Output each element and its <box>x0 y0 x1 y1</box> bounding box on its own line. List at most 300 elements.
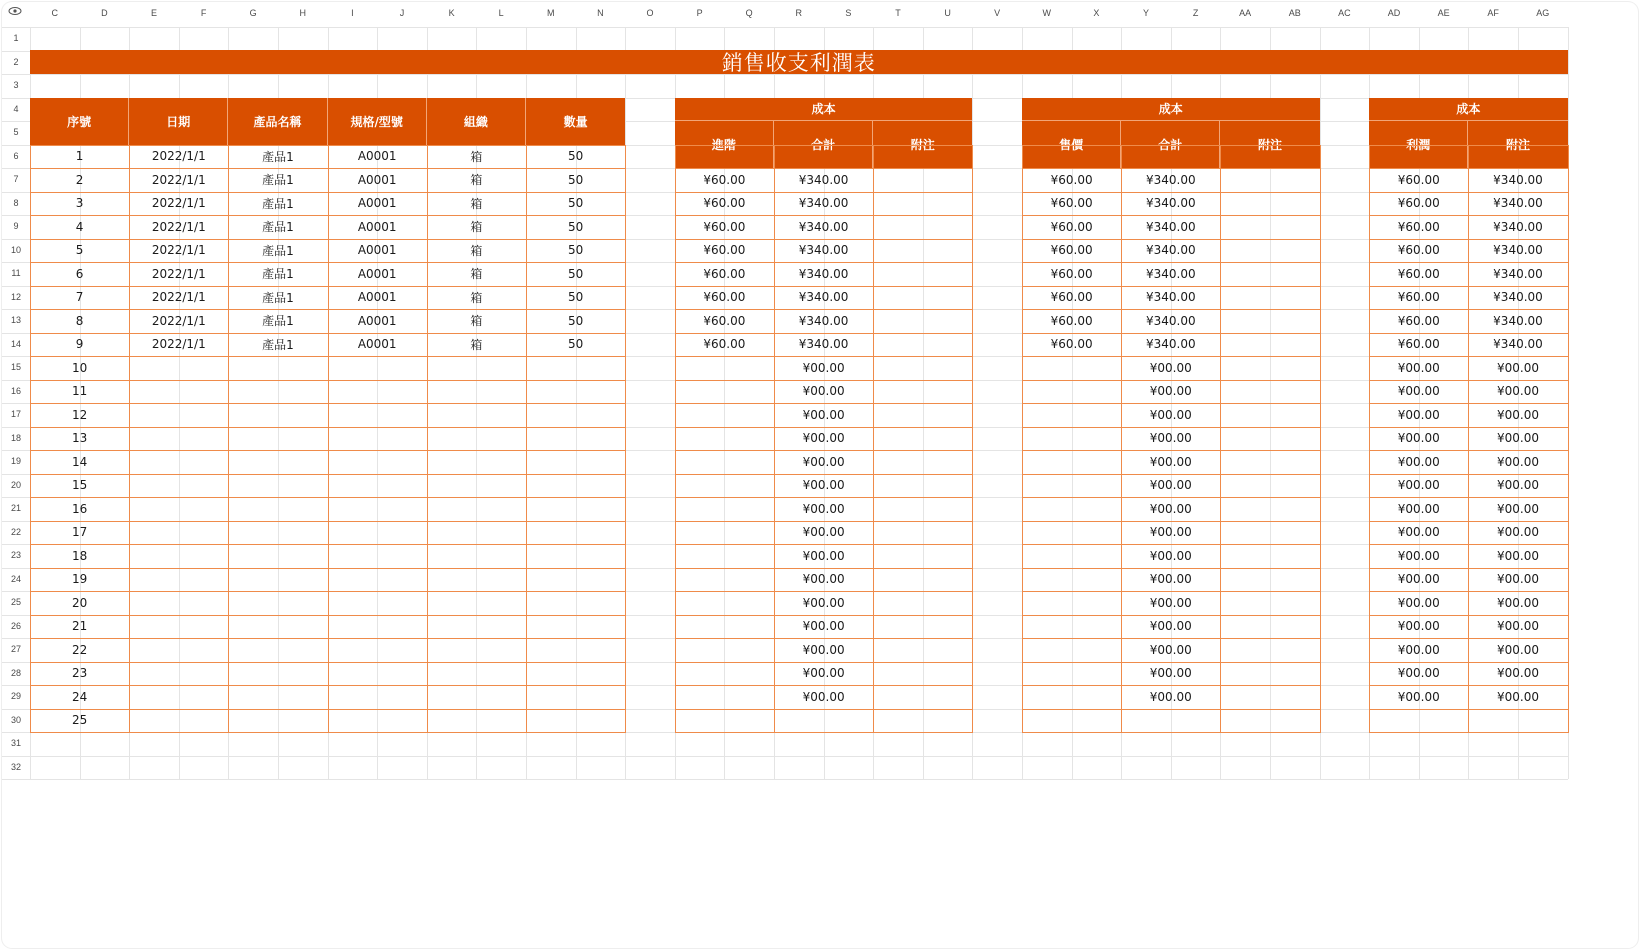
table-cell[interactable] <box>328 685 427 709</box>
table-cell[interactable]: ¥00.00 <box>1496 407 1539 422</box>
table-cell[interactable] <box>873 286 972 310</box>
table-cell[interactable] <box>427 450 526 474</box>
table-cell[interactable]: ¥60.00 <box>703 290 746 305</box>
table-cell[interactable]: 50 <box>567 290 584 305</box>
table-cell[interactable]: ¥00.00 <box>1397 548 1440 563</box>
table-cell[interactable] <box>873 145 972 169</box>
table-cell[interactable]: 6 <box>75 266 84 281</box>
table-cell[interactable]: 箱 <box>470 314 483 329</box>
table-cell[interactable]: 9 <box>75 337 84 352</box>
table-cell[interactable]: A0001 <box>357 290 397 305</box>
table-cell[interactable]: 14 <box>71 454 88 469</box>
table-cell[interactable]: ¥60.00 <box>1050 219 1093 234</box>
column-header-y[interactable]: Y <box>1142 8 1149 18</box>
table-cell[interactable] <box>675 615 774 639</box>
table-cell[interactable]: ¥00.00 <box>802 619 845 634</box>
row-header-20[interactable]: 20 <box>10 479 21 490</box>
table-cell[interactable]: 50 <box>567 172 584 187</box>
row-header-6[interactable]: 6 <box>13 150 19 161</box>
column-header-d[interactable]: D <box>101 8 108 18</box>
table-cell[interactable] <box>873 168 972 192</box>
table-cell[interactable]: ¥00.00 <box>1149 454 1192 469</box>
table-cell[interactable]: ¥340.00 <box>798 219 849 234</box>
table-cell[interactable] <box>228 380 327 404</box>
table-cell[interactable] <box>675 662 774 686</box>
table-cell[interactable]: 50 <box>567 337 584 352</box>
table-cell[interactable]: 2022/1/1 <box>151 313 206 328</box>
table-cell[interactable]: ¥00.00 <box>1397 501 1440 516</box>
table-cell[interactable] <box>328 497 427 521</box>
table-cell[interactable] <box>1022 709 1121 733</box>
table-cell[interactable] <box>427 568 526 592</box>
table-cell[interactable] <box>129 474 228 498</box>
table-cell[interactable]: ¥340.00 <box>798 266 849 281</box>
row-header-31[interactable]: 31 <box>10 738 21 748</box>
row-header-23[interactable]: 23 <box>10 550 21 560</box>
table-cell[interactable] <box>228 709 327 733</box>
table-cell[interactable]: ¥60.00 <box>703 196 746 211</box>
table-cell[interactable] <box>873 239 972 263</box>
table-cell[interactable]: 產品1 <box>262 149 294 164</box>
table-cell[interactable]: ¥00.00 <box>1149 548 1192 563</box>
table-cell[interactable]: ¥00.00 <box>1496 478 1539 493</box>
table-cell[interactable]: 箱 <box>470 290 483 305</box>
table-cell[interactable] <box>873 474 972 498</box>
table-cell[interactable]: ¥00.00 <box>1149 689 1192 704</box>
row-header-25[interactable]: 25 <box>10 597 21 607</box>
table-cell[interactable] <box>129 568 228 592</box>
table-cell[interactable] <box>328 474 427 498</box>
table-cell[interactable]: 50 <box>567 196 584 211</box>
table-cell[interactable] <box>1022 474 1121 498</box>
table-cell[interactable]: ¥00.00 <box>1149 525 1192 540</box>
table-cell[interactable]: ¥340.00 <box>1145 172 1196 187</box>
table-cell[interactable]: ¥00.00 <box>802 501 845 516</box>
table-cell[interactable]: ¥00.00 <box>802 525 845 540</box>
column-header-ae[interactable]: AE <box>1437 8 1450 18</box>
table-cell[interactable]: ¥00.00 <box>802 666 845 681</box>
table-cell[interactable] <box>1220 638 1319 662</box>
table-cell[interactable] <box>675 403 774 427</box>
table-cell[interactable]: ¥00.00 <box>1397 619 1440 634</box>
table-cell[interactable] <box>873 568 972 592</box>
table-cell[interactable]: ¥60.00 <box>1050 266 1093 281</box>
table-cell[interactable] <box>1220 568 1319 592</box>
table-cell[interactable]: ¥340.00 <box>1493 313 1543 328</box>
table-cell[interactable] <box>526 427 625 451</box>
table-cell[interactable] <box>526 356 625 380</box>
row-header-22[interactable]: 22 <box>10 526 21 537</box>
table-cell[interactable]: 箱 <box>470 220 483 235</box>
table-cell[interactable]: ¥60.00 <box>1397 219 1440 234</box>
column-header-g[interactable]: G <box>249 8 257 18</box>
table-cell[interactable]: ¥00.00 <box>1397 525 1440 540</box>
column-header-x[interactable]: X <box>1093 8 1100 18</box>
table-cell[interactable]: ¥00.00 <box>1397 454 1440 469</box>
row-header-9[interactable]: 9 <box>13 221 19 231</box>
table-cell[interactable]: 22 <box>71 642 88 657</box>
table-cell[interactable]: 2022/1/1 <box>151 290 206 305</box>
table-cell[interactable]: ¥60.00 <box>703 313 746 328</box>
table-cell[interactable]: ¥00.00 <box>1496 548 1539 563</box>
table-cell[interactable]: 50 <box>567 243 584 258</box>
table-cell[interactable] <box>873 591 972 615</box>
column-header-f[interactable]: F <box>200 8 207 18</box>
table-cell[interactable]: A0001 <box>357 172 397 187</box>
table-cell[interactable] <box>427 497 526 521</box>
table-cell[interactable]: ¥00.00 <box>1496 642 1539 657</box>
table-cell[interactable] <box>675 145 774 169</box>
table-cell[interactable]: ¥00.00 <box>802 407 845 422</box>
table-cell[interactable] <box>328 521 427 545</box>
table-cell[interactable] <box>1220 450 1319 474</box>
table-cell[interactable] <box>1220 309 1319 333</box>
table-cell[interactable]: ¥00.00 <box>1496 431 1539 446</box>
table-cell[interactable] <box>1022 544 1121 568</box>
table-cell[interactable]: 2022/1/1 <box>151 149 206 164</box>
table-cell[interactable] <box>228 638 327 662</box>
table-cell[interactable] <box>526 568 625 592</box>
table-cell[interactable]: 24 <box>71 689 88 704</box>
table-cell[interactable] <box>873 380 972 404</box>
table-cell[interactable] <box>1022 427 1121 451</box>
table-cell[interactable] <box>129 615 228 639</box>
table-cell[interactable]: ¥00.00 <box>1149 642 1192 657</box>
table-cell[interactable] <box>228 450 327 474</box>
table-cell[interactable]: 19 <box>71 572 88 587</box>
table-cell[interactable]: 產品1 <box>262 314 294 329</box>
column-header-m[interactable]: M <box>547 8 555 18</box>
column-header-ac[interactable]: AC <box>1338 8 1351 18</box>
table-cell[interactable] <box>526 591 625 615</box>
table-cell[interactable]: ¥00.00 <box>1149 431 1192 446</box>
table-cell[interactable]: ¥340.00 <box>1493 266 1543 281</box>
table-cell[interactable] <box>129 591 228 615</box>
table-cell[interactable]: ¥60.00 <box>703 243 746 258</box>
table-cell[interactable]: ¥60.00 <box>1050 172 1093 187</box>
table-cell[interactable]: ¥60.00 <box>1397 266 1440 281</box>
table-cell[interactable]: ¥60.00 <box>1050 243 1093 258</box>
row-header-11[interactable]: 11 <box>11 268 21 278</box>
column-header-ad[interactable]: AD <box>1387 8 1401 18</box>
table-cell[interactable] <box>526 544 625 568</box>
table-cell[interactable]: ¥00.00 <box>802 572 845 587</box>
column-header-c[interactable]: C <box>51 8 59 18</box>
table-cell[interactable]: ¥60.00 <box>703 219 746 234</box>
table-cell[interactable]: 箱 <box>470 173 483 188</box>
table-cell[interactable]: ¥00.00 <box>1397 572 1440 587</box>
table-cell[interactable] <box>1369 145 1468 169</box>
table-cell[interactable] <box>427 356 526 380</box>
table-cell[interactable]: ¥340.00 <box>1493 219 1543 234</box>
row-header-27[interactable]: 27 <box>10 644 21 654</box>
table-cell[interactable] <box>873 215 972 239</box>
table-cell[interactable] <box>1022 568 1121 592</box>
table-cell[interactable] <box>129 521 228 545</box>
table-cell[interactable] <box>526 380 625 404</box>
table-cell[interactable] <box>228 685 327 709</box>
table-cell[interactable]: ¥00.00 <box>1149 619 1192 634</box>
table-cell[interactable] <box>129 403 228 427</box>
table-cell[interactable]: ¥60.00 <box>703 172 746 187</box>
table-cell[interactable]: 箱 <box>470 337 483 352</box>
row-header-1[interactable]: 1 <box>13 33 19 43</box>
table-cell[interactable]: 2022/1/1 <box>151 243 206 258</box>
table-cell[interactable] <box>328 544 427 568</box>
table-cell[interactable] <box>427 685 526 709</box>
column-header-z[interactable]: Z <box>1192 8 1199 18</box>
column-header-s[interactable]: S <box>845 8 852 18</box>
table-cell[interactable] <box>1220 591 1319 615</box>
table-cell[interactable]: ¥340.00 <box>798 337 849 352</box>
table-cell[interactable]: ¥340.00 <box>1493 290 1543 305</box>
table-cell[interactable]: ¥00.00 <box>1397 407 1440 422</box>
table-cell[interactable] <box>328 615 427 639</box>
column-header-u[interactable]: U <box>944 8 951 18</box>
row-header-28[interactable]: 28 <box>10 667 21 678</box>
table-cell[interactable] <box>1022 521 1121 545</box>
table-cell[interactable] <box>129 662 228 686</box>
table-cell[interactable] <box>228 662 327 686</box>
table-cell[interactable]: ¥00.00 <box>1149 666 1192 681</box>
table-cell[interactable]: ¥00.00 <box>1496 384 1539 399</box>
row-header-12[interactable]: 12 <box>10 291 21 302</box>
table-cell[interactable] <box>526 450 625 474</box>
table-cell[interactable] <box>1369 709 1468 733</box>
table-cell[interactable]: ¥340.00 <box>798 172 849 187</box>
table-cell[interactable]: ¥00.00 <box>802 431 845 446</box>
table-cell[interactable] <box>873 685 972 709</box>
table-cell[interactable]: ¥00.00 <box>802 478 845 493</box>
table-cell[interactable]: ¥60.00 <box>703 337 746 352</box>
table-cell[interactable] <box>427 544 526 568</box>
table-cell[interactable]: A0001 <box>357 196 397 211</box>
table-cell[interactable]: 2022/1/1 <box>151 219 206 234</box>
table-cell[interactable] <box>675 427 774 451</box>
table-cell[interactable] <box>873 662 972 686</box>
table-cell[interactable]: 21 <box>71 619 88 634</box>
table-cell[interactable] <box>1220 544 1319 568</box>
table-cell[interactable] <box>129 380 228 404</box>
table-cell[interactable]: 8 <box>75 313 84 328</box>
table-cell[interactable]: ¥00.00 <box>802 642 845 657</box>
table-cell[interactable]: A0001 <box>357 313 397 328</box>
table-cell[interactable]: ¥00.00 <box>1496 360 1539 375</box>
table-cell[interactable]: 15 <box>71 478 88 493</box>
table-cell[interactable] <box>526 497 625 521</box>
table-cell[interactable]: A0001 <box>357 266 397 281</box>
table-cell[interactable]: ¥340.00 <box>1145 290 1196 305</box>
table-cell[interactable] <box>328 709 427 733</box>
table-cell[interactable]: ¥340.00 <box>1493 337 1543 352</box>
table-cell[interactable]: 產品1 <box>262 290 294 305</box>
row-header-15[interactable]: 15 <box>10 362 21 372</box>
table-cell[interactable]: ¥00.00 <box>1149 407 1192 422</box>
table-cell[interactable] <box>1022 638 1121 662</box>
table-cell[interactable]: ¥60.00 <box>1397 196 1440 211</box>
column-header-w[interactable]: W <box>1042 8 1052 18</box>
table-cell[interactable] <box>228 568 327 592</box>
table-cell[interactable]: 產品1 <box>262 337 294 352</box>
table-cell[interactable] <box>427 380 526 404</box>
table-cell[interactable]: 50 <box>567 219 584 234</box>
table-cell[interactable] <box>873 638 972 662</box>
table-cell[interactable] <box>675 685 774 709</box>
table-cell[interactable]: ¥60.00 <box>1050 337 1093 352</box>
table-cell[interactable]: ¥00.00 <box>1496 619 1539 634</box>
row-header-21[interactable]: 21 <box>10 503 21 513</box>
column-header-r[interactable]: R <box>795 8 803 18</box>
table-cell[interactable] <box>427 427 526 451</box>
table-cell[interactable] <box>526 685 625 709</box>
table-cell[interactable] <box>1220 356 1319 380</box>
table-cell[interactable]: A0001 <box>357 149 397 164</box>
table-cell[interactable]: ¥00.00 <box>1149 478 1192 493</box>
table-cell[interactable]: ¥00.00 <box>802 454 845 469</box>
table-cell[interactable]: ¥00.00 <box>1397 595 1440 610</box>
column-header-e[interactable]: E <box>150 8 157 18</box>
table-cell[interactable] <box>873 403 972 427</box>
table-cell[interactable]: 4 <box>75 219 84 234</box>
table-cell[interactable] <box>427 521 526 545</box>
table-cell[interactable]: ¥60.00 <box>1397 313 1440 328</box>
table-cell[interactable]: ¥00.00 <box>802 384 845 399</box>
table-cell[interactable]: 產品1 <box>262 243 294 258</box>
column-header-l[interactable]: L <box>498 8 504 18</box>
table-cell[interactable]: ¥00.00 <box>1496 454 1539 469</box>
table-cell[interactable]: 2022/1/1 <box>151 337 206 352</box>
table-cell[interactable]: ¥00.00 <box>802 595 845 610</box>
table-cell[interactable] <box>1022 591 1121 615</box>
table-cell[interactable]: ¥340.00 <box>1145 337 1196 352</box>
table-cell[interactable]: A0001 <box>357 243 397 258</box>
table-cell[interactable] <box>328 450 427 474</box>
table-cell[interactable]: ¥60.00 <box>703 266 746 281</box>
row-header-19[interactable]: 19 <box>10 456 21 466</box>
table-cell[interactable]: 23 <box>71 666 88 681</box>
table-cell[interactable]: 7 <box>75 290 84 305</box>
table-cell[interactable] <box>228 521 327 545</box>
table-cell[interactable]: 50 <box>567 266 584 281</box>
table-cell[interactable] <box>1220 615 1319 639</box>
table-cell[interactable] <box>873 709 972 733</box>
row-header-2[interactable]: 2 <box>13 56 19 67</box>
column-header-aa[interactable]: AA <box>1239 8 1252 18</box>
table-cell[interactable]: 13 <box>71 431 88 446</box>
table-cell[interactable] <box>526 638 625 662</box>
table-cell[interactable]: ¥00.00 <box>1397 431 1440 446</box>
table-cell[interactable]: ¥340.00 <box>1145 313 1196 328</box>
table-cell[interactable] <box>129 544 228 568</box>
table-cell[interactable]: 11 <box>71 384 88 399</box>
table-cell[interactable] <box>873 192 972 216</box>
table-cell[interactable] <box>675 497 774 521</box>
table-cell[interactable]: 產品1 <box>262 173 294 188</box>
table-cell[interactable] <box>1468 145 1567 169</box>
table-cell[interactable] <box>1220 239 1319 263</box>
table-cell[interactable] <box>1220 685 1319 709</box>
table-cell[interactable] <box>228 615 327 639</box>
row-header-17[interactable]: 17 <box>10 409 21 419</box>
table-cell[interactable]: ¥00.00 <box>1496 689 1539 704</box>
column-header-n[interactable]: N <box>597 8 604 18</box>
row-header-18[interactable]: 18 <box>10 432 21 443</box>
row-header-32[interactable]: 32 <box>10 761 21 772</box>
row-header-8[interactable]: 8 <box>13 197 19 208</box>
table-cell[interactable]: 50 <box>567 149 584 164</box>
table-cell[interactable]: ¥340.00 <box>1493 243 1543 258</box>
table-cell[interactable]: ¥00.00 <box>802 360 845 375</box>
table-cell[interactable]: 17 <box>71 525 88 540</box>
table-cell[interactable] <box>873 262 972 286</box>
table-cell[interactable]: 18 <box>71 548 88 563</box>
table-cell[interactable] <box>675 450 774 474</box>
table-cell[interactable] <box>1220 709 1319 733</box>
table-cell[interactable]: 箱 <box>470 196 483 211</box>
table-cell[interactable]: ¥60.00 <box>1050 290 1093 305</box>
table-cell[interactable] <box>328 403 427 427</box>
table-cell[interactable] <box>228 403 327 427</box>
table-cell[interactable]: 產品1 <box>262 220 294 235</box>
column-header-ab[interactable]: AB <box>1288 8 1301 18</box>
table-cell[interactable] <box>228 591 327 615</box>
table-cell[interactable] <box>873 497 972 521</box>
table-cell[interactable]: ¥340.00 <box>1493 172 1543 187</box>
table-cell[interactable] <box>526 474 625 498</box>
column-header-af[interactable]: AF <box>1487 8 1499 18</box>
table-cell[interactable] <box>1220 192 1319 216</box>
table-cell[interactable] <box>1220 521 1319 545</box>
table-cell[interactable] <box>675 568 774 592</box>
table-cell[interactable]: ¥00.00 <box>1496 525 1539 540</box>
table-cell[interactable]: ¥60.00 <box>1397 290 1440 305</box>
table-cell[interactable] <box>873 450 972 474</box>
table-cell[interactable] <box>427 662 526 686</box>
table-cell[interactable] <box>526 662 625 686</box>
table-cell[interactable] <box>328 568 427 592</box>
table-cell[interactable] <box>1022 356 1121 380</box>
table-cell[interactable] <box>1220 380 1319 404</box>
table-cell[interactable]: ¥00.00 <box>1149 384 1192 399</box>
table-cell[interactable]: 產品1 <box>262 267 294 282</box>
table-cell[interactable]: 16 <box>71 501 88 516</box>
table-cell[interactable] <box>1220 662 1319 686</box>
table-cell[interactable] <box>328 356 427 380</box>
table-cell[interactable]: 2022/1/1 <box>151 172 206 187</box>
table-cell[interactable] <box>427 709 526 733</box>
table-cell[interactable] <box>1022 403 1121 427</box>
table-cell[interactable]: ¥340.00 <box>1145 196 1196 211</box>
table-cell[interactable]: ¥00.00 <box>1397 478 1440 493</box>
table-cell[interactable] <box>1220 286 1319 310</box>
table-cell[interactable]: 10 <box>71 360 88 375</box>
column-header-j[interactable]: J <box>399 8 405 18</box>
table-cell[interactable] <box>328 662 427 686</box>
table-cell[interactable] <box>1121 709 1220 733</box>
column-header-q[interactable]: Q <box>745 8 753 18</box>
row-header-16[interactable]: 16 <box>10 385 21 396</box>
table-cell[interactable]: 產品1 <box>262 196 294 211</box>
table-cell[interactable]: A0001 <box>357 337 397 352</box>
table-cell[interactable] <box>1220 427 1319 451</box>
table-cell[interactable]: 箱 <box>470 149 483 164</box>
row-header-26[interactable]: 26 <box>10 620 21 631</box>
table-cell[interactable] <box>129 427 228 451</box>
row-header-29[interactable]: 29 <box>10 691 21 701</box>
table-cell[interactable] <box>129 497 228 521</box>
table-cell[interactable] <box>675 591 774 615</box>
table-cell[interactable] <box>228 427 327 451</box>
